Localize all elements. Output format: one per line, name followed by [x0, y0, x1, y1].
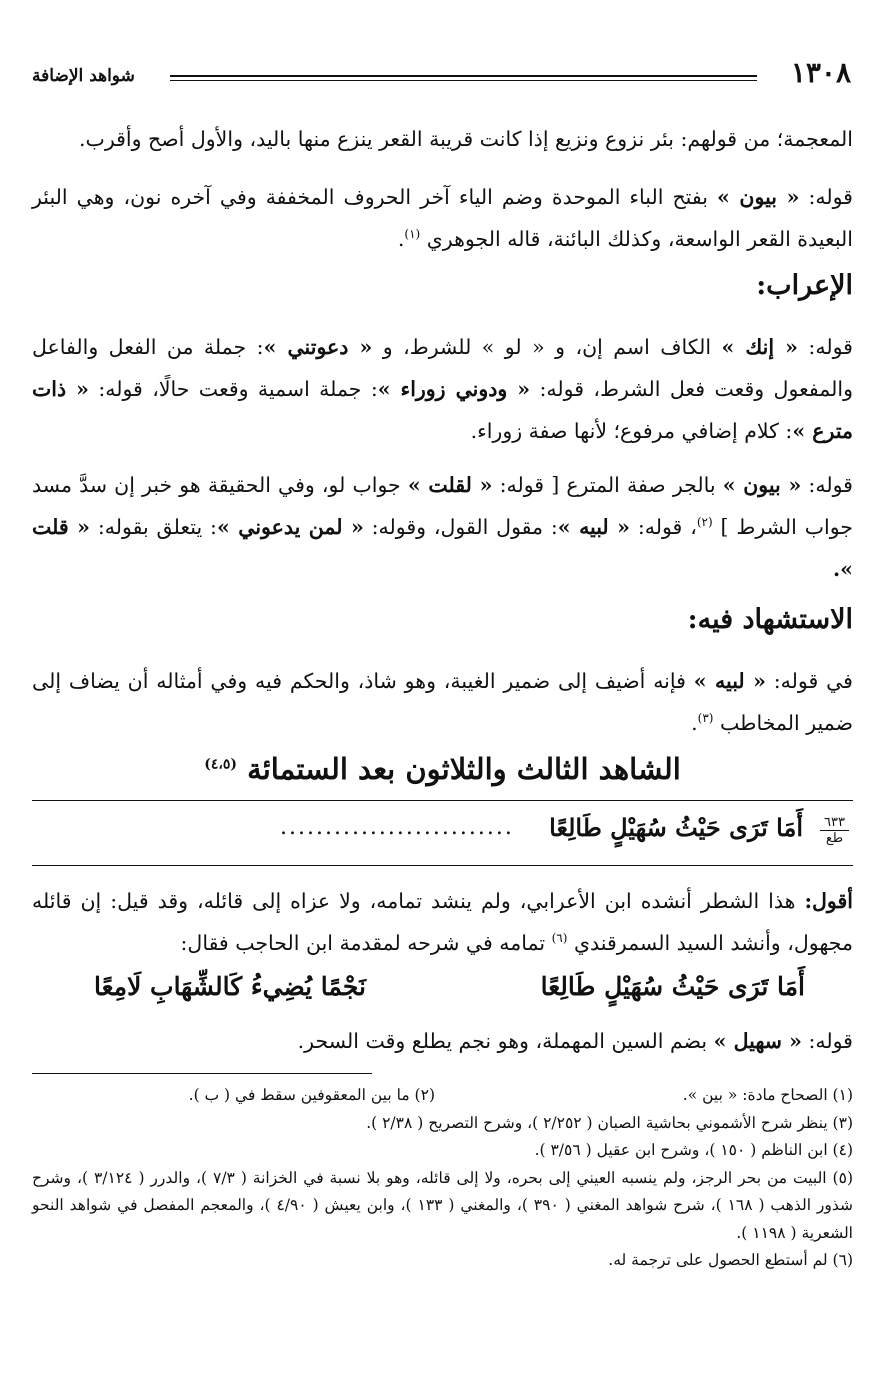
- verse-box: [32, 800, 853, 866]
- paragraph-3: [32, 326, 853, 452]
- text-run: في قوله:: [773, 669, 853, 693]
- shahid-title: [32, 752, 853, 786]
- footnote-ref-2: (٢): [696, 515, 713, 530]
- footnote-row: [32, 1082, 853, 1110]
- quoted-word: « ذات مترع »: [32, 377, 853, 443]
- heading-istishhad: الاستشهاد فيه:: [687, 604, 853, 635]
- verse-number-value: ٦٣٣: [820, 815, 849, 831]
- quoted-word: « لمن يدعوني »: [216, 515, 364, 539]
- quoted-word: « إنك »: [721, 335, 798, 359]
- paragraph-4: [32, 464, 853, 590]
- quoted-word: « دعوتني »: [263, 335, 373, 359]
- text-run: : يتعلق بقوله:: [97, 515, 217, 539]
- page-number: ١٣٠٨: [790, 56, 851, 89]
- quoted-word: « بيون »: [722, 473, 802, 497]
- text-run: : جملة اسمية وقعت حالًا، قوله:: [98, 377, 378, 401]
- quoted-word: « بيون »: [716, 185, 800, 209]
- footnotes: [32, 1082, 853, 1275]
- running-title: شواهد الإضافة: [32, 66, 135, 86]
- running-header: [32, 56, 853, 92]
- quoted-word: « لبيه »: [557, 515, 630, 539]
- text-run: تمامه في شرحه لمقدمة ابن الحاجب فقال:: [180, 931, 546, 955]
- footnote-ref-4-5: (٤،٥): [204, 756, 238, 773]
- heading-irab: الإعراب:: [756, 270, 853, 301]
- footnote-4: (٤) ابن الناظم ( ١٥٠ )، وشرح ابن عقيل ( ٣/٥٦ ).: [534, 1141, 853, 1159]
- footnote-2: (٢) ما بين المعقوفين سقط في ( ب ).: [188, 1086, 435, 1104]
- qawluhu-label: قوله:: [808, 473, 853, 497]
- verse-number: [820, 815, 849, 846]
- footnote-5: (٥) البيت من بحر الرجز، ولم ينسبه العيني إلى بحره، ولا إلى قائله، وهو بلا نسبة في الخزانة ( ٧/٣ )، والدرر ( ٣/١٢٤ )، وشرح شذور الذهب ( ١٦٨ )، شرح شواهد المغني ( ٣٩٠ )، والمغني ( ١٣٣ )، وابن يعيش ( ٤/٩٠ )، والمعجم المفصل في شواهد النحو الشعرية ( ١١٩٨ ).: [32, 1168, 854, 1242]
- footnote-ref-1: (١): [404, 227, 421, 242]
- paragraph-1: [32, 118, 853, 160]
- footnote-separator: [32, 1073, 372, 1074]
- text-run: بالجر صفة المترع [ قوله:: [499, 473, 716, 497]
- missing-hemistich-dots: ..........................: [280, 815, 514, 840]
- quoted-word: « قلت ».: [32, 515, 853, 581]
- verse-second-hemistich: نَجْمًا يُضِيءُ كَالشِّهَابِ لَامِعًا: [94, 972, 366, 1001]
- shahid-title-text: الشاهد الثالث والثلاثون بعد الستمائة: [247, 752, 681, 786]
- verse-first-hemistich: أَمَا تَرَى حَيْثُ سُهَيْلٍ طَالِعًا: [540, 972, 805, 1001]
- book-page: [32, 0, 853, 1383]
- text-run: : مقول القول، وقوله:: [371, 515, 558, 539]
- full-verse: [32, 968, 853, 1012]
- quoted-word: « سهيل »: [713, 1029, 802, 1053]
- footnote-ref-3: (٣): [697, 711, 714, 726]
- footnote-3: (٣) ينظر شرح الأشموني بحاشية الصبان ( ٢/٢٥٢ )، وشرح التصريح ( ٢/٣٨ ).: [366, 1113, 853, 1132]
- verse-hemistich: أَمَا تَرَى حَيْثُ سُهَيْلٍ طَالِعًا: [549, 813, 803, 842]
- quoted-word: « لقلت »: [407, 473, 493, 497]
- footnote-ref-6: (٦): [551, 931, 568, 946]
- quoted-word: « ودوني زوراء »: [377, 377, 531, 401]
- text-run: .: [691, 711, 698, 735]
- paragraph-1-text: المعجمة؛ من قولهم: بئر نزوع ونزيع إذا كانت قريبة القعر ينزع منها باليد، والأول أصح وأقرب.: [79, 127, 853, 151]
- text-run: الكاف اسم إن، و « لو » للشرط، و: [382, 335, 712, 359]
- qawluhu-label: قوله:: [808, 335, 853, 359]
- aqulu-label: أقول:: [804, 889, 853, 913]
- verse-meter: طع: [825, 831, 844, 846]
- commentary-paragraph: [32, 880, 853, 964]
- text-run: جواب لو، وفي الحقيقة هو خبر إن سدَّ مسد جواب الشرط ]: [32, 473, 853, 539]
- footnote-6: (٦) لم أستطع الحصول على ترجمة له.: [608, 1251, 853, 1269]
- text-run: ، قوله:: [637, 515, 697, 539]
- qawluhu-label: قوله:: [808, 1029, 853, 1053]
- paragraph-5: [32, 660, 853, 744]
- quoted-word: « لبيه »: [693, 669, 766, 693]
- paragraph-suhail: [32, 1020, 853, 1062]
- footnote-1: (١) الصحاح مادة: « بين ».: [682, 1086, 853, 1104]
- text-run: فإنه أضيف إلى ضمير الغيبة، وهو شاذ، والحكم فيه وفي أمثاله أن يضاف إلى ضمير المخاطب: [32, 669, 853, 735]
- text-run: : كلام إضافي مرفوع؛ لأنها صفة زوراء.: [470, 419, 793, 443]
- text-run: : جملة من الفعل والفاعل والمفعول وقعت فعل الشرط، قوله:: [32, 335, 853, 401]
- qawluhu-label: قوله:: [808, 185, 853, 209]
- header-rule: [170, 75, 757, 81]
- paragraph-2: قوله: « بيون » بفتح الباء الموحدة وضم الياء آخر الحروف المخففة وفي آخره نون، وهي البئر البعيدة القعر الواسعة، وكذلك البائنة، قاله الجوهري $^{(١)}$.: [32, 185, 853, 251]
- paragraph-2-text: بفتح الباء الموحدة وضم الياء آخر الحروف المخففة وفي آخره نون، وهي البئر البعيدة القعر الواسعة، وكذلك البائنة، قاله الجوهري: [32, 185, 853, 251]
- text-run: هذا الشطر أنشده ابن الأعرابي، ولم ينشد تمامه، ولا عزاه إلى قائله، وقد قيل: إن قائله مجهول، وأنشد السيد السمرقندي: [32, 889, 853, 955]
- text-run: بضم السين المهملة، وهو نجم يطلع وقت السحر.: [297, 1029, 708, 1053]
